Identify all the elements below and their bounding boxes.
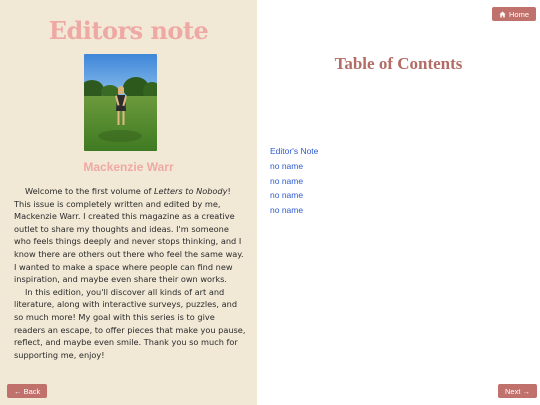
letter-text: ! This issue is completely written and edited by me, Mackenzie Warr. I created this magazine as a creative outlet to share my thoughts and ideas. I'm someone who feels things deeply and never stops thinking, and I know there are others out there who feel the same way. I wanted to make a space where people can find new inspiration, and maybe even share their own works.	[14, 186, 244, 285]
home-button[interactable]	[492, 7, 536, 21]
toc-item[interactable]: no name	[270, 190, 304, 201]
back-button[interactable]: ← Back	[7, 384, 47, 398]
toc-item[interactable]: no name	[270, 205, 304, 216]
toc-title: Table of Contents	[334, 54, 463, 73]
toc-item[interactable]: no name	[270, 160, 304, 171]
letter-paragraph-1	[14, 185, 246, 286]
editors-note-title: Editors note	[48, 16, 209, 45]
author-photo	[84, 54, 157, 151]
toc-item[interactable]: no name	[270, 175, 304, 186]
next-button[interactable]: Next →	[498, 384, 537, 398]
home-icon	[499, 11, 506, 18]
home-label: Home	[509, 9, 530, 19]
author-name: Mackenzie Warr	[83, 160, 174, 174]
letter-text: Welcome to the first volume of	[25, 186, 154, 196]
toc-item-editors-note[interactable]: Editor's Note	[270, 146, 319, 156]
toc-list	[270, 146, 318, 220]
magazine-title-italic: Letters to Nobody	[153, 186, 228, 196]
editors-letter	[14, 185, 246, 361]
letter-paragraph-2: In this edition, you'll discover all kinds of art and literature, along with interactive surveys, puzzles, and so much more! My goal with this series is to give readers an escape, to offer pieces that make you pause, reflect, and maybe even smile. Thank you so much for supporting me, enjoy!	[14, 286, 246, 360]
